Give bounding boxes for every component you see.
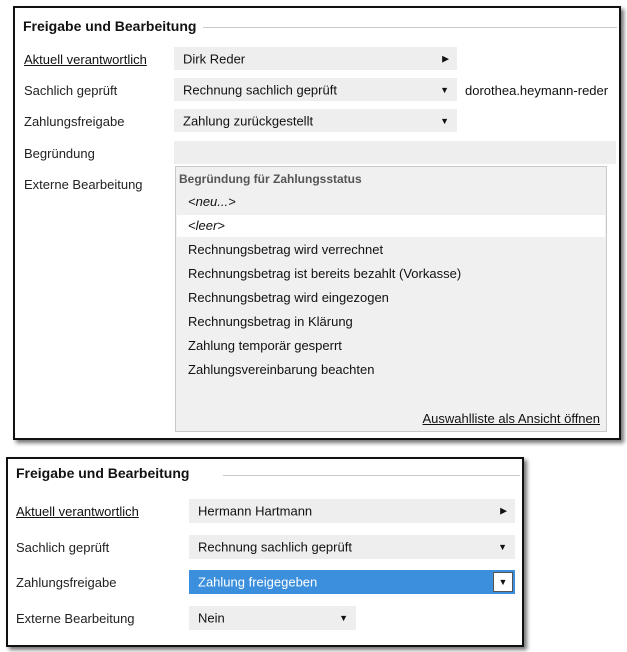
external-select[interactable]	[189, 606, 356, 630]
release-panel-top	[13, 6, 621, 440]
option-in-clarification[interactable]: Rechnungsbetrag in Klärung	[188, 314, 353, 329]
responsible-field[interactable]	[174, 47, 457, 70]
checked-by-user: dorothea.heymann-reder	[465, 83, 609, 98]
release-select[interactable]	[174, 109, 457, 132]
dropdown-header: Begründung für Zahlungsstatus	[179, 172, 362, 186]
reason-label: Begründung	[24, 146, 95, 161]
checked-select[interactable]	[174, 78, 457, 101]
option-settled[interactable]: Rechnungsbetrag wird verrechnet	[188, 242, 384, 257]
reason-input[interactable]	[174, 141, 616, 164]
section-title: Freigabe und Bearbeitung	[23, 18, 197, 34]
option-new[interactable]: <neu...>	[188, 194, 236, 209]
arrow-down-icon[interactable]: ▼	[498, 542, 507, 552]
section-divider	[223, 475, 520, 476]
option-blocked[interactable]: Zahlung temporär gesperrt	[188, 338, 342, 353]
open-list-as-view-link[interactable]: Auswahlliste als Ansicht öffnen	[422, 411, 600, 426]
arrow-down-icon[interactable]: ▼	[440, 115, 449, 126]
arrow-down-icon[interactable]: ▼	[440, 84, 449, 95]
arrow-right-icon[interactable]: ▶	[500, 505, 507, 516]
option-prepaid[interactable]: Rechnungsbetrag ist bereits bezahlt (Vorkasse)	[188, 266, 462, 281]
checked-label: Sachlich geprüft	[16, 540, 110, 555]
dropdown-button[interactable]	[493, 572, 513, 592]
responsible-field[interactable]	[189, 499, 515, 523]
responsible-label-link[interactable]: Aktuell verantwortlich	[24, 52, 147, 67]
checked-value: Rechnung sachlich geprüft	[183, 82, 337, 97]
release-value: Zahlung freigegeben	[198, 574, 318, 590]
checked-select[interactable]	[189, 535, 515, 559]
release-panel-bottom	[6, 457, 524, 647]
arrow-down-icon: ▼	[498, 577, 508, 587]
checked-value: Rechnung sachlich geprüft	[198, 539, 352, 555]
option-collected[interactable]: Rechnungsbetrag wird eingezogen	[188, 290, 389, 305]
responsible-value: Dirk Reder	[183, 51, 246, 66]
arrow-down-icon[interactable]: ▼	[339, 613, 348, 623]
arrow-right-icon[interactable]: ▶	[442, 53, 449, 63]
external-value: Nein	[198, 610, 225, 626]
section-divider	[203, 27, 617, 28]
release-label: Zahlungsfreigabe	[24, 114, 125, 129]
external-label: Externe Bearbeitung	[16, 611, 135, 626]
responsible-label-link[interactable]: Aktuell verantwortlich	[16, 504, 139, 519]
responsible-value: Hermann Hartmann	[198, 503, 313, 519]
reason-dropdown-list[interactable]	[175, 166, 607, 432]
option-empty[interactable]: <leer>	[177, 215, 605, 237]
external-label: Externe Bearbeitung	[24, 177, 143, 192]
release-select[interactable]	[189, 570, 515, 594]
option-agreement[interactable]: Zahlungsvereinbarung beachten	[188, 362, 375, 377]
release-label: Zahlungsfreigabe	[16, 575, 117, 590]
checked-label: Sachlich geprüft	[24, 83, 118, 98]
release-value: Zahlung zurückgestellt	[183, 113, 314, 128]
section-title: Freigabe und Bearbeitung	[16, 465, 190, 481]
